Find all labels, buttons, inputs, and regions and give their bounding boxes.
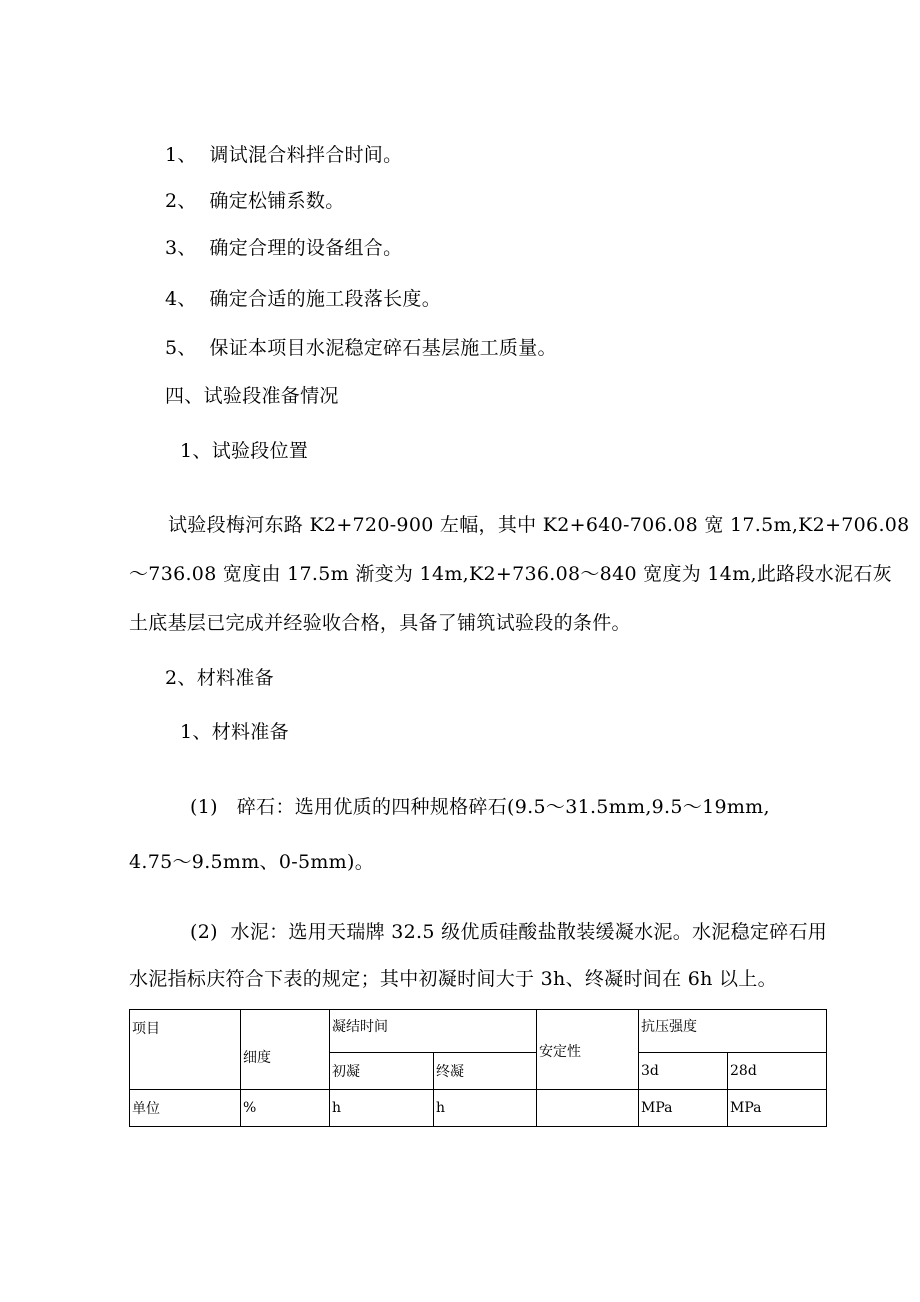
list-text: 调试混合料拌合时间。 (209, 144, 403, 166)
item-number: (1) (190, 796, 218, 818)
item-text: 水泥：选用天瑞牌 32.5 级优质硅酸盐散装缓凝水泥。水泥稳定碎石用 (230, 921, 828, 943)
list-number: 3、 (165, 237, 197, 259)
cement-spec-table (129, 1009, 827, 1127)
table-cell: 项目 (130, 1010, 241, 1090)
material-item (190, 794, 770, 820)
section-heading: 四、试验段准备情况 (165, 385, 339, 407)
table-cell: h (434, 1090, 537, 1127)
list-text: 确定合理的设备组合。 (209, 237, 403, 259)
subsection-heading: 1、试验段位置 (180, 440, 309, 462)
table-cell: MPa (728, 1090, 827, 1127)
table-cell: 初凝 (330, 1053, 434, 1090)
list-number: 2、 (165, 190, 197, 212)
table-row (130, 1010, 827, 1053)
list-item (165, 335, 557, 361)
list-item (165, 188, 345, 214)
table-cell: h (330, 1090, 434, 1127)
item-number: (2) (190, 921, 218, 943)
item-text: 碎石：选用优质的四种规格碎石(9.5～31.5mm,9.5～19mm, (236, 796, 770, 818)
table-cell: 3d (639, 1053, 728, 1090)
table-cell: 细度 (241, 1010, 330, 1090)
table-cell: 终凝 (434, 1053, 537, 1090)
table-cell: 单位 (130, 1090, 241, 1127)
list-text: 保证本项目水泥稳定碎石基层施工质量。 (209, 337, 557, 359)
table-cell: % (241, 1090, 330, 1127)
table-cell: 安定性 (537, 1010, 639, 1090)
paragraph-line: ～736.08 宽度由 17.5m 渐变为 14m,K2+736.08～840 宽度为 14m,此路段水泥石灰 (129, 563, 892, 585)
table-cell: 凝结时间 (330, 1010, 537, 1053)
list-item (165, 235, 402, 261)
table-cell: 抗压强度 (639, 1010, 827, 1053)
paragraph-line: 4.75～9.5mm、0-5mm)。 (129, 851, 374, 873)
paragraph-line: 试验段梅河东路 K2+720-900 左幅，其中 K2+640-706.08 宽 17.5m,K2+706.08 (168, 514, 910, 536)
list-number: 1、 (165, 144, 197, 166)
list-number: 5、 (165, 337, 197, 359)
list-text: 确定合适的施工段落长度。 (209, 288, 441, 310)
list-item (165, 286, 441, 312)
table-cell: 28d (728, 1053, 827, 1090)
list-text: 确定松铺系数。 (209, 190, 345, 212)
paragraph-line: 水泥指标庆符合下表的规定；其中初凝时间大于 3h、终凝时间在 6h 以上。 (129, 968, 777, 990)
subsection-heading: 1、材料准备 (180, 721, 289, 743)
table-row (130, 1090, 827, 1127)
material-item (190, 919, 827, 945)
list-number: 4、 (165, 288, 197, 310)
list-item (165, 142, 402, 168)
table-cell (537, 1090, 639, 1127)
subsection-heading: 2、材料准备 (165, 667, 274, 689)
table-cell: MPa (639, 1090, 728, 1127)
paragraph-line: 土底基层已完成并经验收合格，具备了铺筑试验段的条件。 (129, 612, 631, 634)
